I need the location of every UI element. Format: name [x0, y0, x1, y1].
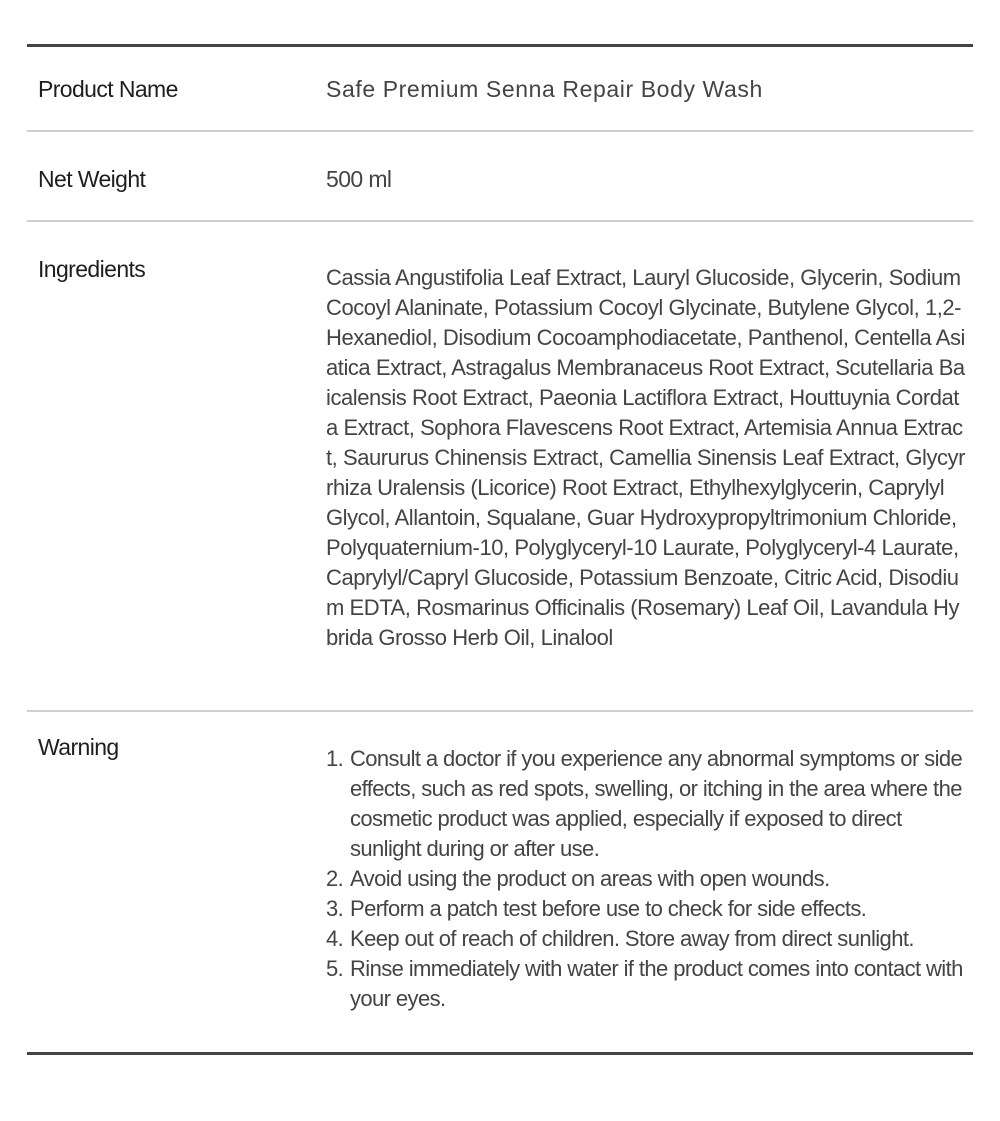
warning-item — [326, 954, 966, 1014]
warning-item-number: 2. — [326, 866, 344, 891]
warning-item-text: Keep out of reach of children. Store away from direct sunlight. — [350, 926, 914, 951]
warning-item-number: 3. — [326, 896, 344, 921]
warning-item — [326, 924, 966, 954]
row-divider — [27, 220, 973, 222]
net-weight-label: Net Weight — [38, 166, 146, 192]
product-name-label: Product Name — [38, 76, 178, 102]
warning-item — [326, 744, 966, 864]
table-bottom-border — [27, 1052, 973, 1055]
warning-item-text: Perform a patch test before use to check for side effects. — [350, 896, 867, 921]
warning-item-text: Consult a doctor if you experience any abnormal symptoms or side effects, such as red spots, swelling, or itching in the area where the cosmetic product was applied, especially if exposed to direct sunlight during or after use. — [350, 746, 963, 861]
warning-item-number: 1. — [326, 746, 344, 771]
warning-item — [326, 894, 966, 924]
row-divider — [27, 130, 973, 132]
ingredients-label: Ingredients — [38, 256, 146, 282]
warning-item-number: 4. — [326, 926, 344, 951]
ingredients-value: Cassia Angustifolia Leaf Extract, Lauryl Glucoside, Glycerin, Sodium Cocoyl Alaninate, Potassium Cocoyl Glycinate, Butylene Glycol, 1,2-Hexanediol, Disodium Cocoamphodiacetate, Panthenol, Centella Asiatica Extract, Astragalus Membranaceus Root Extract, Scutellaria Baicalensis Root Extract, Paeonia Lactiflora Extract, Houttuynia Cordata Extract, Sophora Flavescens Root Extract, Artemisia Annua Extract, Saururus Chinensis Extract, Camellia Sinensis Leaf Extract, Glycyrrhiza Uralensis (Licorice) Root Extract, Ethylhexylglycerin, Caprylyl Glycol, Allantoin, Squalane, Guar Hydroxypropyltrimonium Chloride, Polyquaternium-10, Polyglyceryl-10 Laurate, Polyglyceryl-4 Laurate, Caprylyl/Capryl Glucoside, Potassium Benzoate, Citric Acid, Disodium EDTA, Rosmarinus Officinalis (Rosemary) Leaf Oil, Lavandula Hybrida Grosso Herb Oil, Linalool — [326, 265, 965, 650]
warning-item — [326, 864, 966, 894]
warning-list — [326, 744, 966, 1014]
warning-item-text: Rinse immediately with water if the product comes into contact with your eyes. — [350, 956, 963, 1011]
table-top-border — [27, 44, 973, 47]
warning-item-number: 5. — [326, 956, 344, 981]
warning-item-text: Avoid using the product on areas with open wounds. — [350, 866, 830, 891]
warning-label: Warning — [38, 734, 119, 760]
product-name-value: Safe Premium Senna Repair Body Wash — [326, 76, 763, 102]
net-weight-value: 500 ml — [326, 166, 392, 192]
row-divider — [27, 710, 973, 712]
